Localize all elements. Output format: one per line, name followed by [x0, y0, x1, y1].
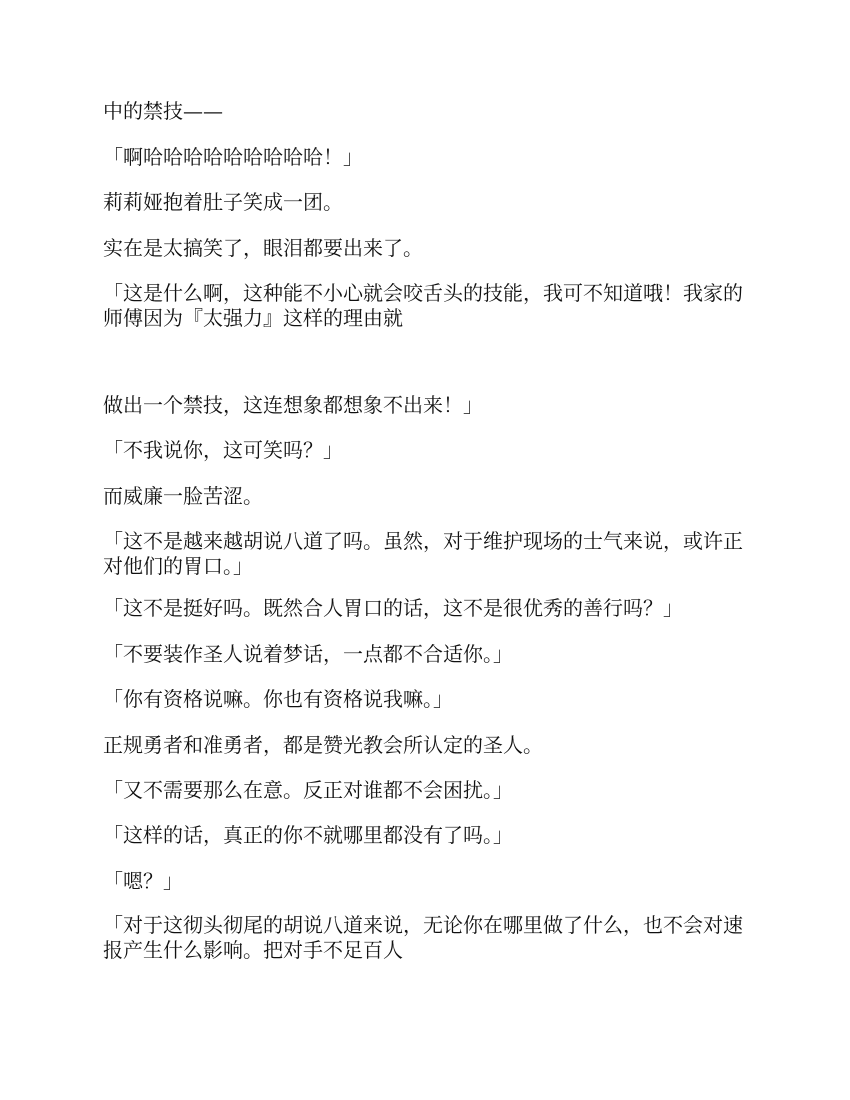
paragraph-8: 而威廉一脸苦涩。: [103, 484, 263, 508]
paragraph-7: 「不我说你，这可笑吗？」: [103, 438, 343, 462]
paragraph-14: 「又不需要那么在意。反正对谁都不会困扰。」: [103, 778, 513, 802]
paragraph-11: 「不要装作圣人说着梦话，一点都不合适你。」: [103, 642, 513, 666]
paragraph-4: 实在是太搞笑了，眼泪都要出来了。: [103, 236, 423, 260]
paragraph-9: 「这不是越来越胡说八道了吗。虽然，对于维护现场的士气来说，或许正对他们的胃口。」: [103, 529, 743, 578]
paragraph-12: 「你有资格说嘛。你也有资格说我嘛。」: [103, 687, 453, 711]
paragraph-2: 「啊哈哈哈哈哈哈哈哈哈！」: [103, 145, 363, 169]
paragraph-10: 「这不是挺好吗。既然合人胃口的话，这不是很优秀的善行吗？」: [103, 596, 683, 620]
paragraph-1: 中的禁技——: [103, 99, 223, 123]
paragraph-17: 「对于这彻头彻尾的胡说八道来说，无论你在哪里做了什么，也不会对速报产生什么影响。把对手不足百人: [103, 913, 743, 962]
paragraph-6: 做出一个禁技，这连想象都想象不出来！」: [103, 393, 483, 417]
paragraph-13: 正规勇者和准勇者，都是赞光教会所认定的圣人。: [103, 733, 543, 757]
paragraph-16: 「嗯？」: [103, 869, 183, 893]
paragraph-5: 「这是什么啊，这种能不小心就会咬舌头的技能，我可不知道哦！我家的师傅因为『太强力』这样的理由就: [103, 281, 743, 330]
paragraph-15: 「这样的话，真正的你不就哪里都没有了吗。」: [103, 823, 513, 847]
paragraph-3: 莉莉娅抱着肚子笑成一团。: [103, 190, 343, 214]
